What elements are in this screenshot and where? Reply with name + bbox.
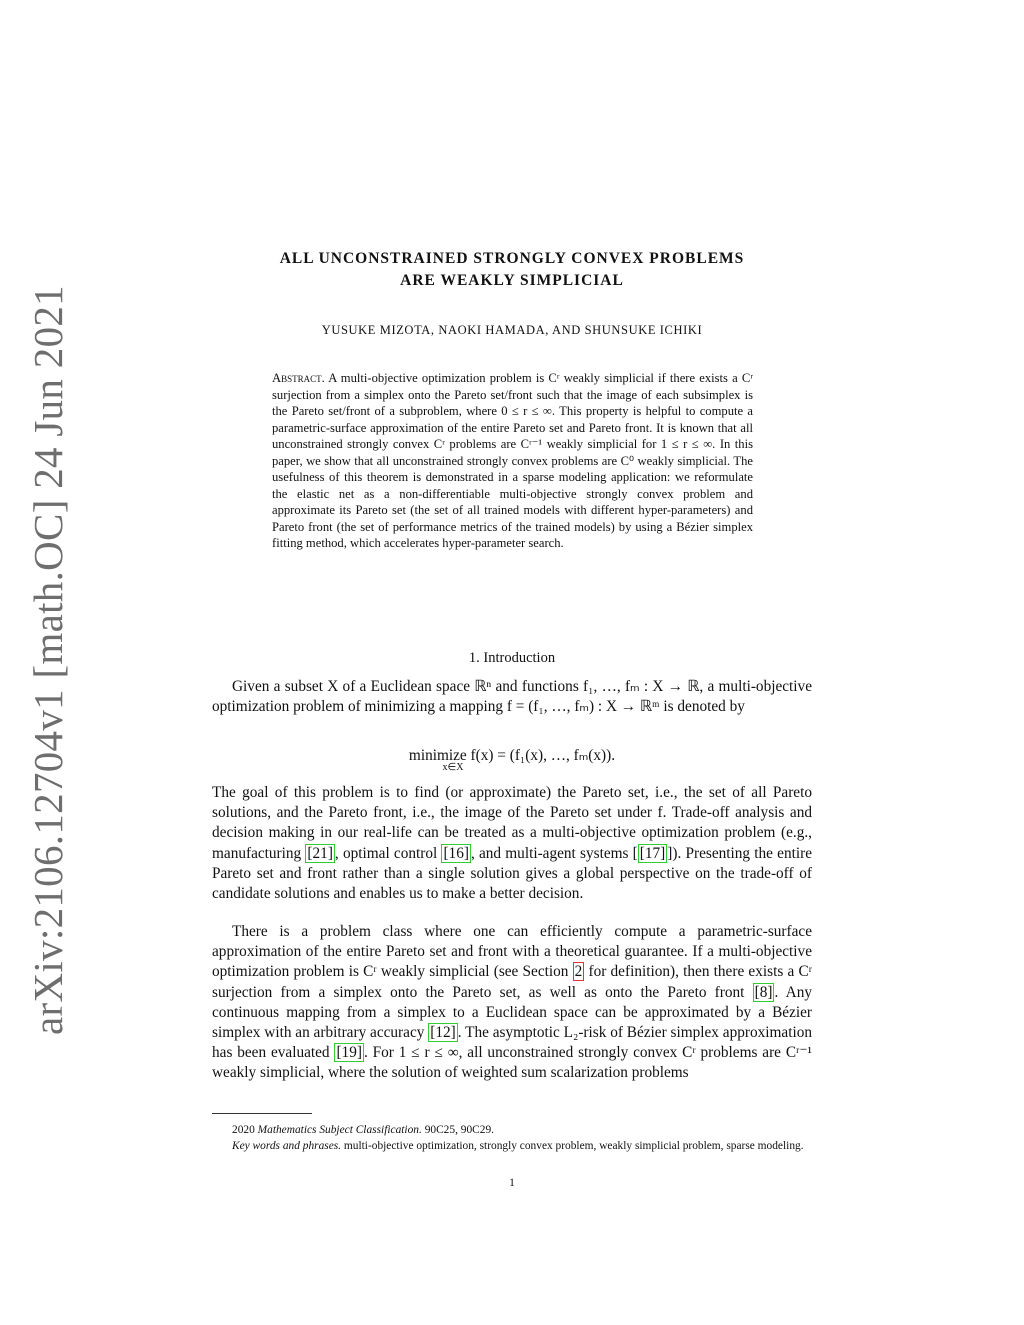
citation-link[interactable]: [12] — [430, 1024, 456, 1042]
msc-footnote: 2020 Mathematics Subject Classification. 90C25, 90C29. — [232, 1124, 494, 1136]
paragraph-text: There is a problem class where one can efficiently compute a parametric-surface approximation of the entire Pareto set and front with a theoretical guarantee. If a multi-objective optimization problem is Cʳ weakly simplicial (see Section 2 for definition), then there exists a Cʳ surjection from a simplex onto the Pareto set, as well as onto the Pareto front [8] . Any continuous mapping from a simplex to a Euclidean space can be approximated by a Bézier simplex with an arbitrary accuracy [12] . The asymptotic L₂-risk of Bézier simplex approximation has been evaluated [19] . For 1 ≤ r ≤ ∞, all unconstrained strongly convex Cʳ problems are Cʳ⁻¹ weakly simplicial, where the solution of weighted sum scalarization problems — [212, 923, 813, 1082]
keywords-footnote: Key words and phrases. multi-objective optimization, strongly convex problem, weakly simplicial problem, sparse modeling. — [232, 1139, 804, 1152]
intro-paragraph-3 — [212, 922, 812, 1084]
page-number: 1 — [509, 1177, 515, 1189]
title-line-2: ARE WEAKLY SIMPLICIAL — [400, 272, 624, 289]
citation-link[interactable]: [16] — [443, 844, 469, 862]
intro-paragraph-1 — [212, 677, 812, 717]
title-line-1: ALL UNCONSTRAINED STRONGLY CONVEX PROBLEMS — [279, 250, 745, 267]
section-heading — [212, 650, 812, 667]
arxiv-id: arXiv:2106.12704v1 [math.OC] 24 Jun 2021 — [25, 285, 71, 1035]
paper-title — [212, 248, 812, 292]
paragraph-text: The goal of this problem is to find (or approximate) the Pareto set, i.e., the set of all Pareto solutions, and the Pareto front, i.e., the image of the Pareto set under f. Trade-off analysis and decision making in our real-life can be treated as a multi-objective optimization problem (e.g., manufacturing [21] , optimal control [16] , and multi-agent systems [ [17] ]). Presenting the entire Pareto set and front rather than a single solution gives a global perspective on the trade-off of candidate solutions and enables us to make a better decision. — [212, 784, 812, 903]
equation-subscript: x∈X — [442, 762, 464, 773]
intro-paragraph-2 — [212, 783, 812, 904]
footnote-rule — [212, 1113, 312, 1114]
citation-link[interactable]: [19] — [336, 1044, 362, 1062]
arxiv-sidebar-stamp — [18, 285, 78, 1035]
abstract-label: Abstract. — [272, 371, 325, 385]
paragraph-text: Given a subset X of a Euclidean space ℝⁿ and functions f₁, …, fₘ : X → ℝ, a multi-objective optimization problem of minimizing a mapping f = (f₁, …, fₘ) : X → ℝᵐ is denoted by — [212, 678, 812, 716]
abstract-text: A multi-objective optimization problem is Cʳ weakly simplicial if there exists a Cʳ surjection from a simplex onto the Pareto set/front such that the image of each subsimplex is the Pareto set/front of a subproblem, where 0 ≤ r ≤ ∞. This property is helpful to compute a parametric-surface approximation of the entire Pareto set and Pareto front. It is known that all unconstrained strongly convex Cʳ problems are Cʳ⁻¹ weakly simplicial for 1 ≤ r ≤ ∞. In this paper, we show that all unconstrained strongly convex problems are C⁰ weakly simplicial. The usefulness of this theorem is demonstrated in a sparse modeling application: we reformulate the elastic net as a non-differentiable multi-objective strongly convex problem and approximate its Pareto set (the set of all trained models with different hyper-parameters) and Pareto front (the set of performance metrics of the trained models) by using a Bézier simplex fitting method, which accelerates hyper-parameter search. — [272, 371, 753, 550]
footnotes — [212, 1123, 812, 1154]
citation-link[interactable]: [21] — [307, 844, 333, 862]
abstract — [272, 370, 753, 552]
section-link[interactable]: 2 — [574, 963, 583, 981]
author-list: YUSUKE MIZOTA, NAOKI HAMADA, AND SHUNSUKE ICHIKI — [321, 323, 703, 337]
section-title: 1. Introduction — [468, 650, 556, 666]
citation-link[interactable]: [17] — [639, 844, 666, 862]
equation-text: minimize f(x) = (f₁(x), …, fₘ(x)). — [408, 747, 616, 764]
display-equation — [212, 746, 812, 773]
citation-link[interactable]: [8] — [754, 983, 773, 1001]
